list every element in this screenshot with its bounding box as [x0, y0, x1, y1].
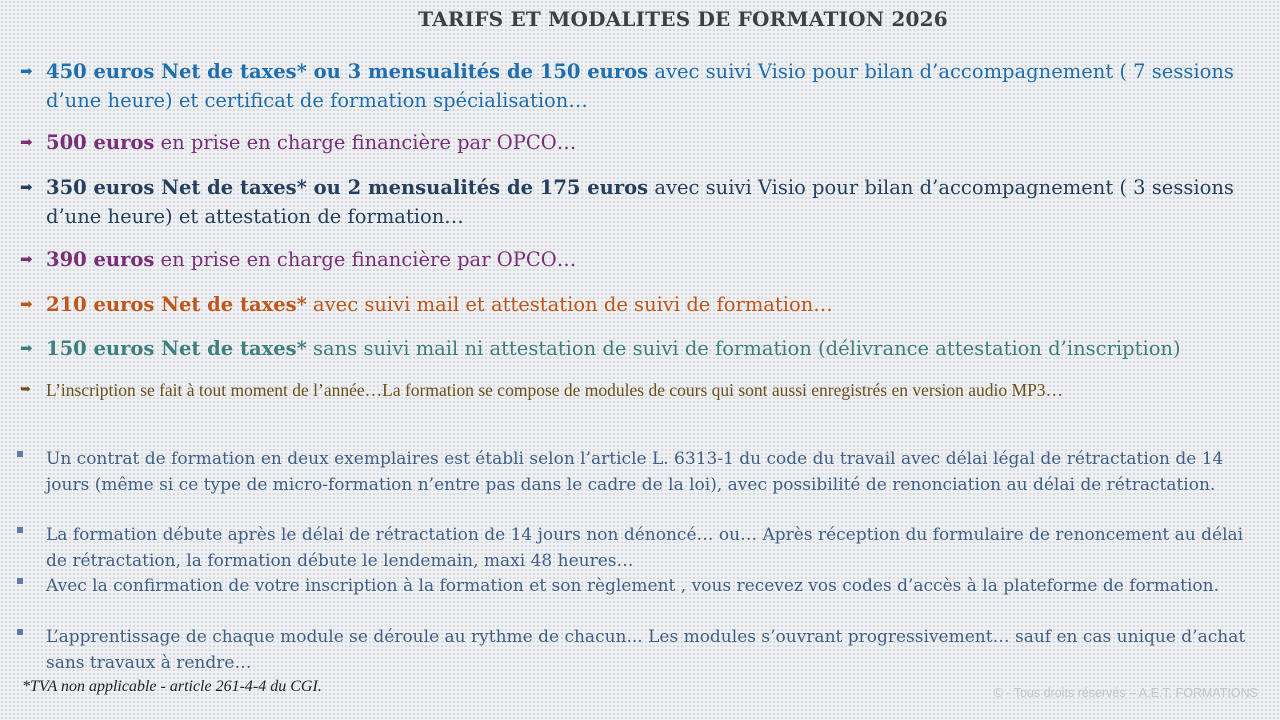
- condition-text: L’apprentissage de chaque module se déroule au rythme de chacun... Les modules s’ouvrant progressivement… sauf en cas unique d’achat sans travaux à rendre…: [46, 627, 1246, 673]
- square-bullet-icon: [17, 451, 23, 457]
- tariff-price: 350 euros Net de taxes* ou 2 mensualités de 175 euros: [46, 176, 649, 199]
- arrow-curved-icon: ➥: [20, 382, 31, 397]
- tariff-item-6: [20, 334, 1265, 363]
- copyright-notice: © - Tous droits réservés – A.E.T. FORMATIONS: [993, 686, 1258, 700]
- condition-text: Un contrat de formation en deux exemplaires est établi selon l’article L. 6313-1 du code du travail avec délai légal de rétractation de 14 jours (même si ce type de micro-formation n’entre pas dans le cadre de la loi), avec possibilité de renonciation au délai de rétractation.: [46, 449, 1224, 495]
- inscription-text: L’inscription se fait à tout moment de l’année…La formation se compose de modules de cours qui sont aussi enregistrés en version audio MP3…: [46, 380, 1064, 400]
- tariff-description: en prise en charge financière par OPCO…: [154, 248, 577, 271]
- condition-item-4: [20, 625, 1265, 676]
- vat-footnote: *TVA non applicable - article 261-4-4 du CGI.: [22, 678, 322, 695]
- tariff-description: avec suivi mail et attestation de suivi de formation…: [306, 293, 833, 316]
- arrow-right-icon: ➡: [20, 62, 33, 80]
- condition-item-1: [20, 447, 1265, 498]
- tariff-description: sans suivi mail ni attestation de suivi de formation (délivrance attestation d’inscription): [306, 337, 1181, 360]
- tariff-price: 500 euros: [46, 131, 155, 154]
- tariff-price: 390 euros: [46, 248, 155, 271]
- arrow-right-icon: ➡: [20, 178, 33, 196]
- tariff-item-5: [20, 290, 1265, 319]
- arrow-right-icon: ➡: [20, 339, 33, 357]
- tariff-description: en prise en charge financière par OPCO…: [154, 131, 577, 154]
- tariff-item-1: [20, 57, 1265, 115]
- arrow-right-icon: ➡: [20, 250, 33, 268]
- tariff-price: 450 euros Net de taxes* ou 3 mensualités de 150 euros: [46, 60, 649, 83]
- inscription-note: [20, 377, 1265, 403]
- square-bullet-icon: [17, 629, 23, 635]
- tariff-item-4: [20, 245, 1265, 274]
- condition-item-3: [20, 574, 1265, 600]
- arrow-right-icon: ➡: [20, 295, 33, 313]
- square-bullet-icon: [17, 527, 23, 533]
- tariff-item-2: [20, 128, 1265, 157]
- page-title: TARIFS ET MODALITES DE FORMATION 2026: [418, 7, 948, 31]
- condition-text: Avec la confirmation de votre inscription à la formation et son règlement , vous recevez vos codes d’accès à la plateforme de formation.: [46, 576, 1219, 596]
- square-bullet-icon: [17, 578, 23, 584]
- condition-text: La formation débute après le délai de rétractation de 14 jours non dénoncé… ou… Après réception du formulaire de renoncement au délai de rétractation, la formation débute le lendemain, maxi 48 heures…: [46, 525, 1244, 571]
- condition-item-2: [20, 523, 1265, 574]
- tariff-description: avec suivi Visio pour bilan d’accompagnement ( 7 sessions d’une heure) et certificat de formation spécialisation…: [46, 60, 1234, 112]
- tariff-description: avec suivi Visio pour bilan d’accompagnement ( 3 sessions d’une heure) et attestation de formation…: [46, 176, 1234, 228]
- tariff-price: 210 euros Net de taxes*: [46, 293, 307, 316]
- arrow-right-icon: ➡: [20, 133, 33, 151]
- tariff-item-3: [20, 173, 1265, 231]
- tariff-price: 150 euros Net de taxes*: [46, 337, 307, 360]
